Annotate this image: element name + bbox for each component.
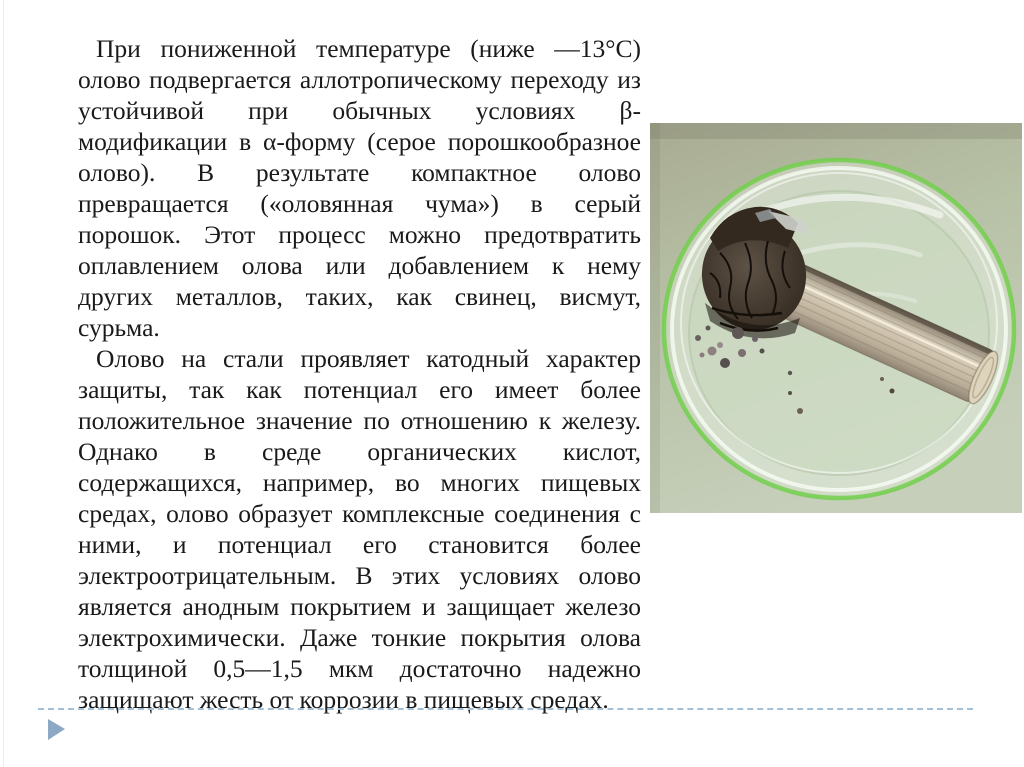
text-line: других металлов, таких, как свинец, висмут, bbox=[78, 282, 641, 311]
text-line: защищают жесть от коррозии в пищевых средах. bbox=[78, 685, 609, 714]
text-line: ними, и потенциал его становится более bbox=[78, 530, 641, 559]
tin-pest-photo-graphic bbox=[650, 123, 1022, 513]
text-line: олово). В результате компактное олово bbox=[78, 158, 641, 187]
text-line: олово подвергается аллотропическому переходу из bbox=[78, 65, 641, 94]
text-line: сурьма. bbox=[78, 313, 160, 342]
text-line: является анодным покрытием и защищает железо bbox=[78, 592, 641, 621]
text-line: превращается («оловянная чума») в серый bbox=[78, 189, 641, 218]
next-slide-icon[interactable] bbox=[48, 719, 65, 740]
text-line: электрохимически. Даже тонкие покрытия олова bbox=[78, 623, 641, 652]
text-line: электроотрицательным. В этих условиях олово bbox=[78, 561, 641, 590]
text-line: содержащихся, например, во многих пищевых bbox=[78, 468, 641, 497]
text-line: оплавлением олова или добавлением к нему bbox=[78, 251, 641, 280]
slide-left-edge bbox=[3, 0, 4, 767]
text-line: Олово на стали проявляет катодный характер bbox=[96, 344, 641, 373]
text-line: защиты, так как потенциал его имеет более bbox=[78, 375, 641, 404]
slide-footer-divider bbox=[38, 708, 973, 710]
paragraph bbox=[78, 33, 641, 343]
text-line: модификации в α-форму (серое порошкообразное bbox=[78, 127, 641, 156]
text-line: средах, олово образует комплексные соединения с bbox=[78, 499, 641, 528]
text-line: толщиной 0,5—1,5 мкм достаточно надежно bbox=[78, 654, 641, 683]
photo-left-shadow bbox=[650, 123, 660, 513]
paragraph bbox=[78, 343, 641, 715]
body-text bbox=[78, 33, 641, 715]
text-line: Однако в среде органических кислот, bbox=[78, 437, 641, 466]
text-line: устойчивой при обычных условиях β- bbox=[78, 96, 641, 125]
text-line: порошок. Этот процесс можно предотвратить bbox=[78, 220, 641, 249]
tin-pest-photo bbox=[650, 123, 1022, 513]
text-line: При пониженной температуре (ниже —13°С) bbox=[96, 34, 641, 63]
photo-top-shadow bbox=[650, 123, 1022, 139]
text-line: положительное значение по отношению к железу. bbox=[78, 406, 641, 435]
